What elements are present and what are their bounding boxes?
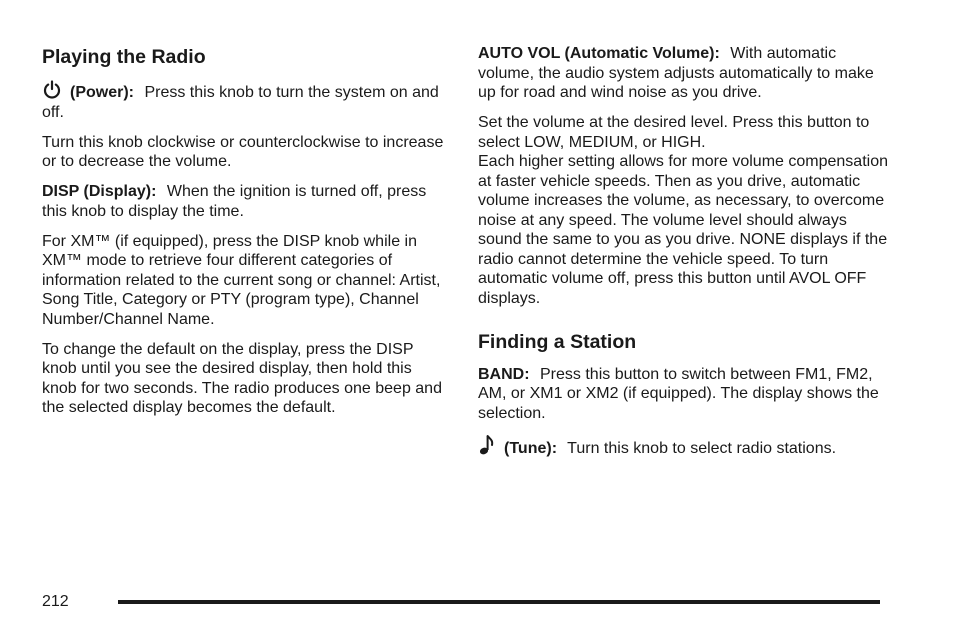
autovol-term: AUTO VOL (Automatic Volume): bbox=[478, 45, 720, 62]
power-term: (Power): bbox=[70, 84, 134, 101]
left-column bbox=[42, 44, 447, 428]
volume-paragraph: Turn this knob clockwise or counterclockwise to increase or to decrease the volume. bbox=[42, 133, 444, 170]
section-heading-playing-radio: Playing the Radio bbox=[42, 46, 206, 68]
tune-text: Turn this knob to select radio stations. bbox=[567, 439, 837, 457]
power-paragraph bbox=[42, 80, 447, 122]
disp-text: When the ignition is turned off, press this knob to display the time. bbox=[42, 183, 427, 220]
right-column bbox=[478, 44, 888, 469]
disp-term: DISP (Display): bbox=[42, 183, 157, 200]
disp-paragraph bbox=[42, 182, 447, 221]
page-number: 212 bbox=[42, 593, 69, 610]
section-spacer bbox=[478, 319, 888, 329]
section-heading-finding-station: Finding a Station bbox=[478, 330, 637, 353]
footer-rule bbox=[118, 600, 880, 604]
xm-paragraph: For XM™ (if equipped), press the DISP knob while in XM™ mode to retrieve four different categories of information related to the current song or channel: Artist, Song Title, Category or PTY (program type), Channel Number/Channel Name. bbox=[42, 232, 441, 328]
band-term: BAND: bbox=[478, 365, 530, 383]
autovol-paragraph bbox=[478, 44, 888, 103]
power-text: Press this knob to turn the system on and off. bbox=[42, 84, 439, 121]
default-display-paragraph: To change the default on the display, press the DISP knob until you see the desired display, then hold this knob for two seconds. The radio produces one beep and the selected display becomes the default. bbox=[42, 340, 442, 416]
band-paragraph bbox=[478, 365, 888, 424]
band-text: Press this button to switch between FM1, FM2, AM, or XM1 or XM2 (if equipped). The display shows the selection. bbox=[478, 365, 879, 422]
power-icon bbox=[42, 80, 62, 100]
music-note-icon bbox=[478, 434, 496, 456]
each-setting-paragraph: Each higher setting allows for more volume compensation at faster vehicle speeds. Then as you drive, automatic volume increases the volume, as necessary, to overcome noise at any speed. The volume level should always sound the same to you as you drive. NONE displays if the radio cannot determine the vehicle speed. To turn automatic volume off, press this button until AVOL OFF displays. bbox=[478, 153, 888, 307]
tune-term: (Tune): bbox=[504, 439, 558, 457]
autovol-text: With automatic volume, the audio system adjusts automatically to make up for road and wind noise as you drive. bbox=[478, 45, 874, 101]
tune-paragraph bbox=[478, 434, 888, 459]
set-volume-paragraph: Set the volume at the desired level. Press this button to select LOW, MEDIUM, or HIGH. bbox=[478, 114, 870, 151]
